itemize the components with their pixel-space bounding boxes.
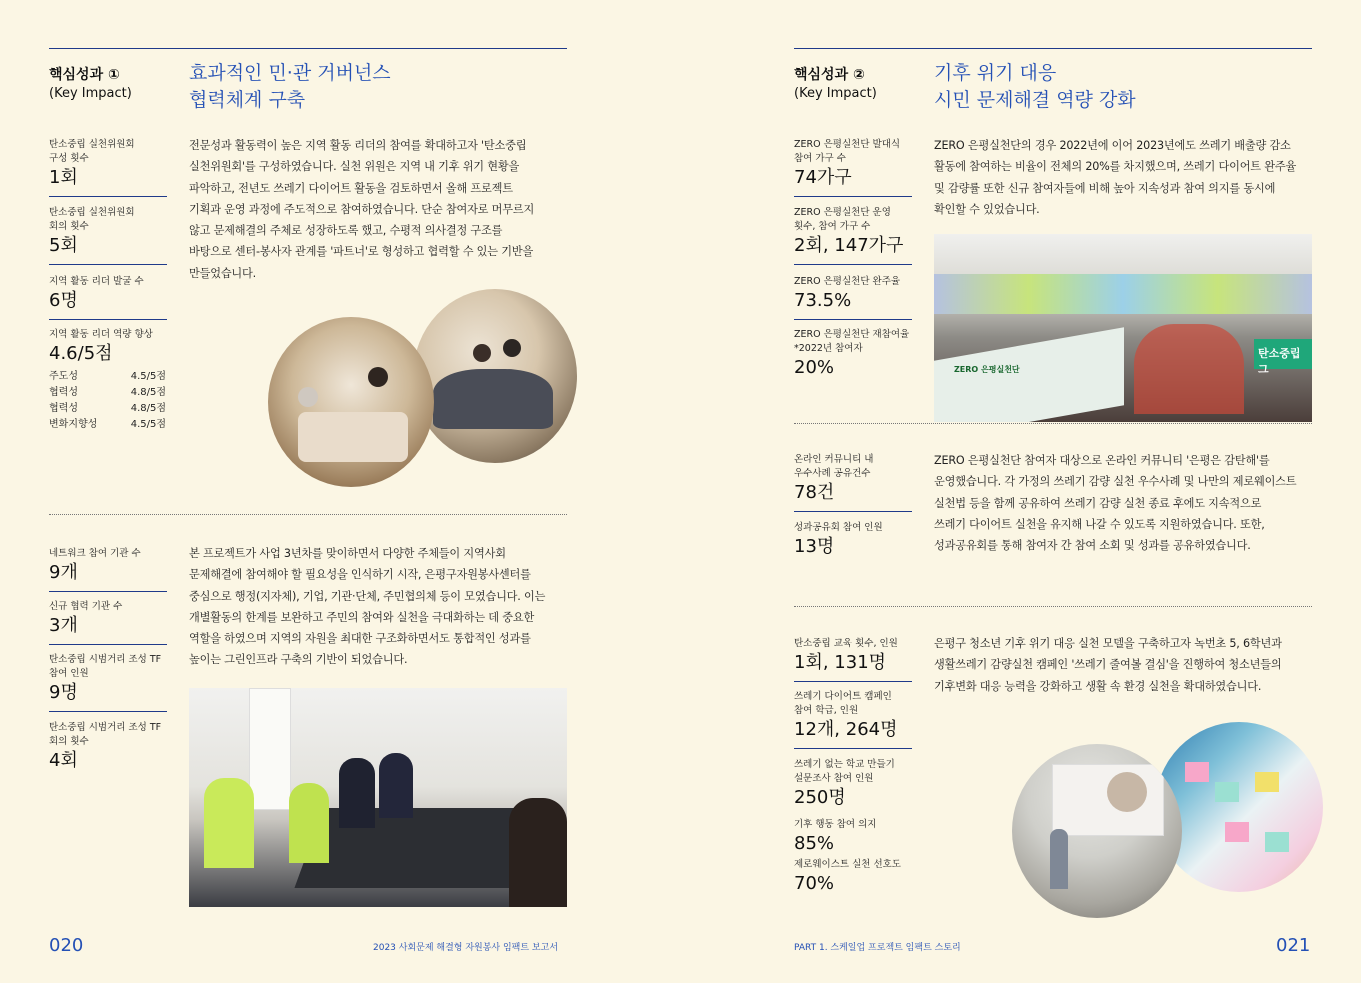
sub-score-row: 협력성 4.8/5점 (49, 403, 166, 414)
stat-item: 지역 활동 리더 발굴 수 6명 (49, 275, 167, 320)
stat-item: 신규 협력 기관 수 3개 (49, 600, 167, 645)
body-paragraph: 은평구 청소년 기후 위기 대응 실천 모델을 구축하고자 녹번초 5, 6학년과 생활쓰레기 감량실천 캠페인 '쓰레기 줄여볼 결심'을 진행하여 청소년들의 기후변화 대응 능력을 강화하고 생활 속 환경 실천을 확대하였습니다. (934, 637, 1282, 693)
stat-item: ZERO 은평실천단 운영 횟수, 참여 가구 수 2회, 147가구 (794, 206, 912, 265)
section-heading-sub: (Key Impact) (49, 86, 132, 101)
stat-item: ZERO 은평실천단 발대식 참여 가구 수 74가구 (794, 138, 912, 197)
page-number: 020 (49, 935, 84, 956)
footer-text: PART 1. 스케일업 프로젝트 임팩트 스토리 (794, 943, 961, 953)
stat-item: 네트워크 참여 기관 수 9개 (49, 547, 167, 592)
meeting-photo-circle (413, 289, 577, 463)
stat-item: 지역 활동 리더 역량 향상 4.6/5점 (49, 329, 153, 364)
section-divider (794, 606, 1312, 607)
top-rule-right (794, 48, 1312, 49)
stat-item: 기후 행동 참여 의지 85% (794, 819, 877, 854)
sub-score-row: 변화지향성 4.5/5점 (49, 419, 166, 430)
body-paragraph: ZERO 은평실천단 참여자 대상으로 온라인 커뮤니티 '은평은 감탄해'를 운영했습니다. 각 가정의 쓰레기 감량 실천 우수사례 및 나만의 제로웨이스트 실천법 등을 함께 공유하여 쓰레기 감량 실천 종료 후에도 지속적으로 쓰레기 다이어트 실천을 유지해 나갈 수 있도록 지원하였습니다. 또한, 성과공유회를 통해 참여자 간 참여 소회 및 성과를 공유하였습니다. (934, 454, 1297, 553)
body-paragraph: ZERO 은평실천단의 경우 2022년에 이어 2023년에도 쓰레기 배출량 감소 활동에 참여하는 비율이 전체의 20%를 차지했으며, 쓰레기 다이어트 완주율 및 감량률 또한 신규 참여자들에 비해 높아 지속성과 참여 의지를 동시에 확인할 수 있었습니다. (934, 139, 1297, 216)
footer-text: 2023 사회문제 해결형 자원봉사 임팩트 보고서 (373, 943, 559, 953)
banner-sign: 탄소중립 그 (1254, 339, 1312, 369)
sub-score-row: 주도성 4.5/5점 (49, 371, 166, 382)
section-title: 효과적인 민·관 거버넌스 협력체계 구축 (189, 62, 391, 111)
classroom-education-photo-circle (1012, 744, 1182, 918)
stat-item: 온라인 커뮤니티 내 우수사례 공유건수 78건 (794, 453, 912, 512)
page-number: 021 (1276, 935, 1311, 956)
sub-score-row: 협력성 4.8/5점 (49, 387, 166, 398)
stat-item: 탄소중립 교육 횟수, 인원 1회, 131명 (794, 637, 912, 682)
network-meeting-photo (189, 688, 567, 907)
section-heading: 핵심성과 ① (49, 67, 120, 83)
stat-item: ZERO 은평실천단 완주율 73.5% (794, 275, 912, 320)
meeting-photo-circle (268, 317, 434, 487)
top-rule-left (49, 48, 567, 49)
stat-item: 성과공유회 참여 인원 13명 (794, 522, 883, 557)
stat-item: 쓰레기 다이어트 캠페인 참여 학급, 인원 12개, 264명 (794, 690, 912, 749)
section-title: 기후 위기 대응 시민 문제해결 역량 강화 (934, 62, 1136, 111)
stat-item: 쓰레기 없는 학교 만들기 설문조사 참여 인원 250명 (794, 759, 895, 808)
section-heading-sub: (Key Impact) (794, 86, 877, 101)
body-paragraph: 본 프로젝트가 사업 3년차를 맞이하면서 다양한 주체들이 지역사회 문제해결에 참여해야 할 필요성을 인식하기 시작, 은평구자원봉사센터를 중심으로 행정(지자체), 기업, 기관·단체, 주민협의체 등이 모였습니다. 이는 개별활동의 한계를 보완하고 주민의 참여와 실천을 극대화하는 데 중요한 역할을 하였으며 지역의 자원을 최대한 구조화하면서도 통합적인 성과를 높이는 그린인프라 구축의 기반이 되었습니다. (189, 547, 546, 667)
sticky-notes-photo-circle (1155, 722, 1323, 892)
section-divider (49, 514, 567, 515)
section-heading: 핵심성과 ② (794, 67, 865, 83)
stat-item: ZERO 은평실천단 재참여율 *2022년 참여자 20% (794, 329, 910, 378)
stat-item: 탄소중립 시범거리 조성 TF 참여 인원 9명 (49, 653, 167, 712)
stat-item: 탄소중립 실천위원회 구성 횟수 1회 (49, 138, 167, 197)
sub-score-table (49, 369, 166, 433)
stat-item: 탄소중립 시범거리 조성 TF 회의 횟수 4회 (49, 722, 162, 771)
stat-item: 탄소중립 실천위원회 회의 횟수 5회 (49, 206, 167, 265)
body-paragraph: 전문성과 활동력이 높은 지역 활동 리더의 참여를 확대하고자 '탄소중립 실천위원회'를 구성하였습니다. 실천 위원은 지역 내 기후 위기 현황을 파악하고, 전년도 쓰레기 다이어트 활동을 검토하면서 올해 프로젝트 기획과 운영 과정에 주도적으로 참여하였습니다. 단순 참여자로 머무르지 않고 문제해결의 주체로 성장하도록 했고, 수평적 의사결정 구조를 바탕으로 센터-봉사자 관계를 '파트너'로 형성하고 협력할 수 있는 기반을 만들었습니다. (189, 139, 535, 280)
stat-item: 제로웨이스트 실천 선호도 70% (794, 859, 901, 894)
launch-ceremony-photo: ZERO 은평실천단 탄소중립 그 (934, 234, 1312, 422)
section-divider (794, 423, 1312, 424)
